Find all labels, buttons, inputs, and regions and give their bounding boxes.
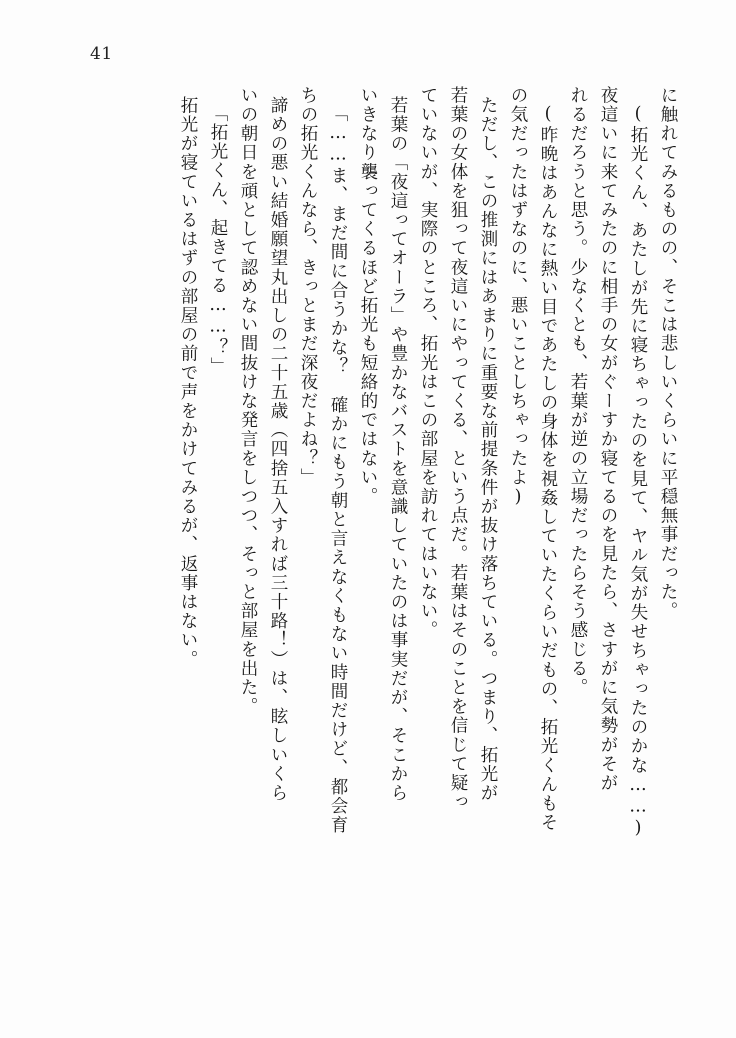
text-column: の気だったはずなのに、悪いことしちゃったよ)	[508, 86, 528, 509]
text-column: いきなり襲ってくるほど拓光も短絡的ではない。	[358, 86, 378, 507]
text-column: 諦めの悪い結婚願望丸出しの二十五歳（四捨五入すれば三十路！）は、眩しいくら	[268, 96, 288, 803]
text-column: に触れてみるものの、そこは悲しいくらいに平穏無事だった。	[658, 86, 678, 621]
text-column: 若葉の女体を狙って夜這いにやってくる、という点だ。若葉はそのことを信じて疑っ	[448, 86, 468, 812]
text-column: (昨晩はあんなに熱い目であたしの身体を視姦していたくらいだもの、拓光くんもそ	[538, 104, 558, 833]
text-column: いの朝日を頑として認めない間抜けな発言をしつつ、そっと部屋を出た。	[238, 86, 258, 717]
text-column: (拓光くん、あたしが先に寝ちゃったのを見て、ヤル気が失せちゃったのかな……)	[628, 104, 648, 840]
text-column: 拓光が寝ているはずの部屋の前で声をかけてみるが、返事はない。	[178, 96, 198, 669]
text-column: ていないが、実際のところ、拓光はこの部屋を訪れてはいない。	[418, 86, 438, 640]
text-column: れるだろうと思う。少なくとも、若葉が逆の立場だったらそう感じる。	[568, 86, 588, 698]
text-column: 「拓光くん、起きてる……？」	[208, 104, 228, 377]
text-column: ただし、この推測にはあまりに重要な前提条件が抜け落ちている。つまり、拓光が	[478, 96, 498, 803]
text-column: 夜這いに来てみたのに相手の女がぐーすか寝てるのを見たら、さすがに気勢がそが	[598, 86, 618, 793]
page-number: 41	[90, 44, 113, 64]
text-column: ちの拓光くんなら、きっとまだ深夜だよね？」	[298, 86, 318, 488]
text-column: 「……ま、まだ間に合うかな？ 確かにもう朝と言えなくもない時間だけど、都会育	[328, 104, 348, 835]
vertical-text-block	[58, 86, 676, 966]
text-column: 若葉の「夜這ってオーラ」や豊かなバストを意識していたのは事実だが、そこから	[388, 96, 408, 803]
